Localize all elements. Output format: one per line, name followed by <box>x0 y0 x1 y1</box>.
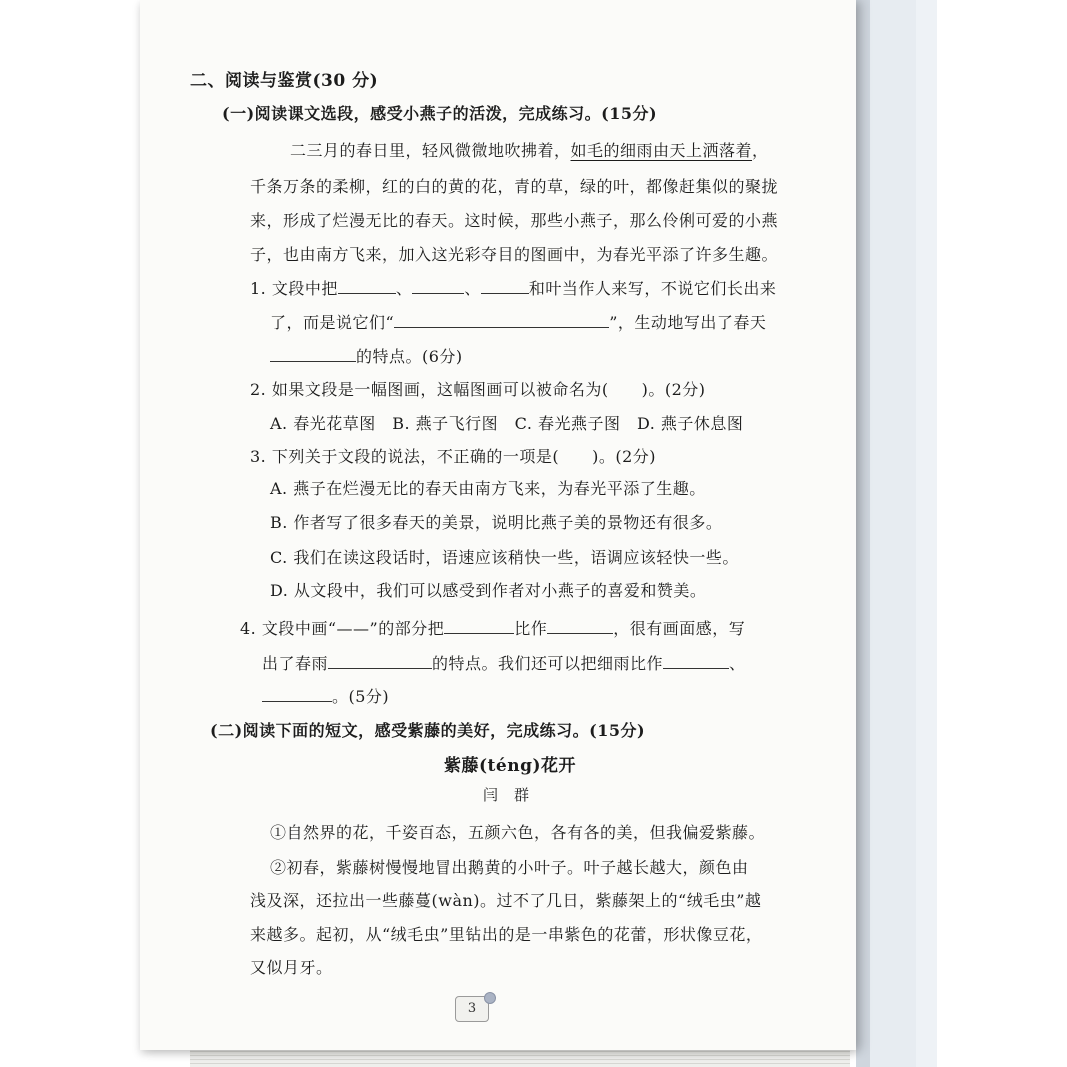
answer-blank[interactable] <box>270 347 356 362</box>
passage-line-1 <box>290 138 769 161</box>
q3-option-a: A. 燕子在烂漫无比的春天由南方飞来，为春光平添了生趣。 <box>270 479 706 498</box>
passage-text: 二三月的春日里，轻风微微地吹拂着， <box>290 141 571 160</box>
page-number: 3 <box>455 996 489 1022</box>
q2-stem: 2. 如果文段是一幅图画，这幅图画可以被命名为( )。(2分) <box>250 380 706 399</box>
q1-text: 1. 文段中把 <box>250 279 338 298</box>
answer-blank[interactable] <box>481 279 529 294</box>
q4-text: 的特点。我们还可以把细雨比作 <box>432 654 664 673</box>
q1-text: 的特点。(6分) <box>356 347 463 366</box>
q2-options: A. 春光花草图 B. 燕子飞行图 C. 春光燕子图 D. 燕子休息图 <box>270 414 744 433</box>
q1-text: 了，而是说它们“ <box>270 313 395 332</box>
part2-heading: (二)阅读下面的短文，感受紫藤的美好，完成练习。(15分) <box>210 721 646 740</box>
q3-option-c: C. 我们在读这段话时，语速应该稍快一些，语调应该轻快一些。 <box>270 548 739 567</box>
q4-text: 、 <box>729 654 746 673</box>
paragraph-2-line-4: 又似月牙。 <box>250 958 333 977</box>
answer-blank[interactable] <box>338 279 396 294</box>
passage-line-3: 来，形成了烂漫无比的春天。这时候，那些小燕子，那么伶俐可爱的小燕 <box>250 211 779 230</box>
q1-line-1 <box>250 276 776 299</box>
article-author: 闫 群 <box>483 786 530 804</box>
answer-blank[interactable] <box>394 313 609 328</box>
q4-line-3 <box>262 684 389 707</box>
answer-blank[interactable] <box>262 687 332 702</box>
underlined-phrase: 如毛的细雨由天上洒落着 <box>570 141 753 160</box>
q4-text: 比作 <box>514 619 548 638</box>
passage-line-4: 子，也由南方飞来，加入这光彩夺目的图画中，为春光平添了许多生趣。 <box>250 245 779 264</box>
q1-text: 、 <box>395 279 413 298</box>
adjacent-page <box>856 0 1067 1067</box>
q3-stem: 3. 下列关于文段的说法，不正确的一项是( )。(2分) <box>250 447 657 466</box>
passage-text: ， <box>752 141 769 160</box>
q4-text: 出了春雨 <box>262 654 329 673</box>
q4-text: 。(5分) <box>332 687 390 706</box>
q1-text: 和叶当作人来写，不说它们长出来 <box>528 279 777 298</box>
q1-text: 、 <box>464 279 481 298</box>
q1-line-2 <box>270 310 766 333</box>
background-left <box>0 0 140 1067</box>
page-number-dot <box>484 992 496 1004</box>
part1-heading: (一)阅读课文选段，感受小燕子的活泼，完成练习。(15分) <box>222 104 658 123</box>
answer-blank[interactable] <box>663 654 729 669</box>
paragraph-2-line-2: 浅及深，还拉出一些藤蔓(wàn)。过不了几日，紫藤架上的“绒毛虫”越 <box>250 891 762 910</box>
article-title: 紫藤(téng)花开 <box>444 756 577 776</box>
q4-line-2 <box>262 651 746 674</box>
q3-option-b: B. 作者写了很多春天的美景，说明比燕子美的景物还有很多。 <box>270 513 723 532</box>
q4-text: ，很有画面感，写 <box>613 619 746 638</box>
paragraph-2-line-3: 来越多。起初，从“绒毛虫”里钻出的是一串紫色的花蕾，形状像豆花， <box>250 925 763 944</box>
answer-blank[interactable] <box>444 619 514 634</box>
q3-option-d: D. 从文段中，我们可以感受到作者对小燕子的喜爱和赞美。 <box>270 581 707 600</box>
q1-line-3 <box>270 344 463 367</box>
paragraph-2-line-1: ②初春，紫藤树慢慢地冒出鹅黄的小叶子。叶子越长越大，颜色由 <box>270 858 749 877</box>
section-heading: 二、阅读与鉴赏(30 分) <box>190 71 379 91</box>
answer-blank[interactable] <box>412 279 464 294</box>
passage-line-2: 千条万条的柔柳，红的白的黄的花，青的草，绿的叶，都像赶集似的聚拢 <box>250 177 779 196</box>
q4-text: 4. 文段中画“——”的部分把 <box>240 619 445 638</box>
answer-blank[interactable] <box>328 654 432 669</box>
paragraph-1: ①自然界的花，千姿百态，五颜六色，各有各的美，但我偏爱紫藤。 <box>270 823 766 842</box>
q4-line-1 <box>240 616 745 639</box>
q1-text: ”，生动地写出了春天 <box>609 313 767 332</box>
answer-blank[interactable] <box>547 619 613 634</box>
